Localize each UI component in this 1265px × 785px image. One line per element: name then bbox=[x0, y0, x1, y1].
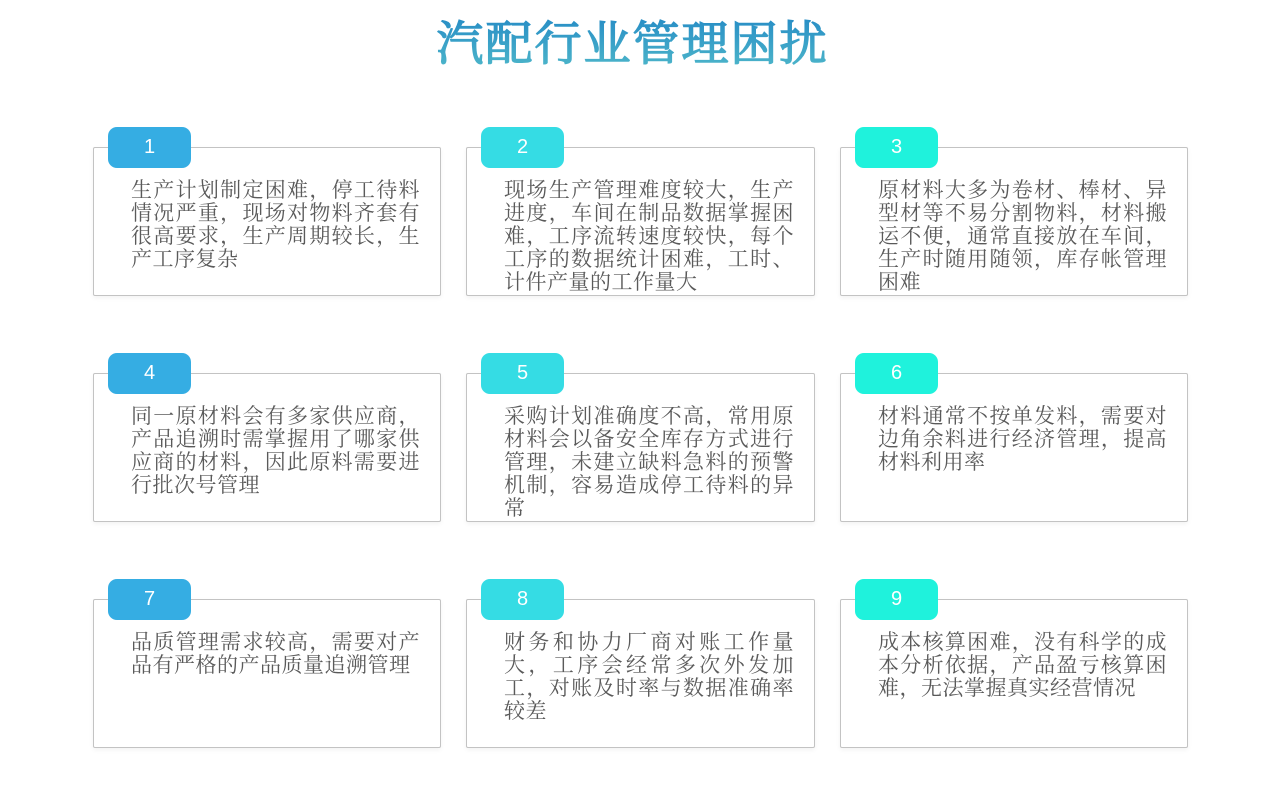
card-number: 5 bbox=[516, 362, 529, 384]
card-text: 采购计划准确度不高，常用原材料会以备安全库存方式进行管理，未建立缺料急料的预警机制，容易造成停工待料的异常 bbox=[504, 405, 794, 520]
card-body bbox=[466, 373, 815, 522]
card-number: 6 bbox=[890, 362, 903, 384]
card-number-badge bbox=[481, 127, 564, 168]
card-body bbox=[466, 147, 815, 296]
card-text: 生产计划制定困难，停工待料情况严重，现场对物料齐套有很高要求，生产周期较长，生产工序复杂 bbox=[131, 179, 420, 271]
page-title: 汽配行业管理困扰 bbox=[0, 0, 1265, 72]
card-number-badge bbox=[481, 579, 564, 620]
card-number: 8 bbox=[516, 588, 529, 610]
cards-grid bbox=[93, 127, 1188, 748]
card-number: 7 bbox=[143, 588, 156, 610]
trouble-card bbox=[466, 127, 815, 296]
trouble-card bbox=[840, 353, 1188, 522]
card-text: 品质管理需求较高，需要对产品有严格的产品质量追溯管理 bbox=[131, 631, 420, 677]
card-number-badge bbox=[108, 127, 191, 168]
card-number-badge bbox=[855, 579, 938, 620]
trouble-card bbox=[840, 127, 1188, 296]
card-text: 财务和协力厂商对账工作量大，工序会经常多次外发加工，对账及时率与数据准确率较差 bbox=[504, 631, 794, 723]
card-body bbox=[93, 373, 441, 522]
card-body bbox=[840, 373, 1188, 522]
trouble-card bbox=[466, 579, 815, 748]
trouble-card bbox=[466, 353, 815, 522]
card-text: 材料通常不按单发料，需要对边角余料进行经济管理，提高材料利用率 bbox=[878, 405, 1167, 474]
card-number-badge bbox=[855, 127, 938, 168]
card-number-badge bbox=[855, 353, 938, 394]
trouble-card bbox=[840, 579, 1188, 748]
card-text: 同一原材料会有多家供应商，产品追溯时需掌握用了哪家供应商的材料，因此原料需要进行批次号管理 bbox=[131, 405, 420, 497]
card-body bbox=[840, 599, 1188, 748]
card-body bbox=[93, 147, 441, 296]
card-text: 现场生产管理难度较大，生产进度，车间在制品数据掌握困难，工序流转速度较快，每个工序的数据统计困难，工时、计件产量的工作量大 bbox=[504, 179, 794, 294]
card-number-badge bbox=[481, 353, 564, 394]
card-body bbox=[93, 599, 441, 748]
card-number: 4 bbox=[143, 362, 156, 384]
trouble-card bbox=[93, 579, 441, 748]
card-number-badge bbox=[108, 353, 191, 394]
card-number: 2 bbox=[516, 136, 529, 158]
card-body bbox=[840, 147, 1188, 296]
card-text: 原材料大多为卷材、棒材、异型材等不易分割物料，材料搬运不便，通常直接放在车间，生产时随用随领，库存帐管理困难 bbox=[878, 179, 1167, 294]
card-number: 1 bbox=[143, 136, 156, 158]
card-text: 成本核算困难，没有科学的成本分析依据，产品盈亏核算困难，无法掌握真实经营情况 bbox=[878, 631, 1167, 700]
card-number: 3 bbox=[890, 136, 903, 158]
card-number-badge bbox=[108, 579, 191, 620]
card-body bbox=[466, 599, 815, 748]
trouble-card bbox=[93, 127, 441, 296]
card-number: 9 bbox=[890, 588, 903, 610]
trouble-card bbox=[93, 353, 441, 522]
